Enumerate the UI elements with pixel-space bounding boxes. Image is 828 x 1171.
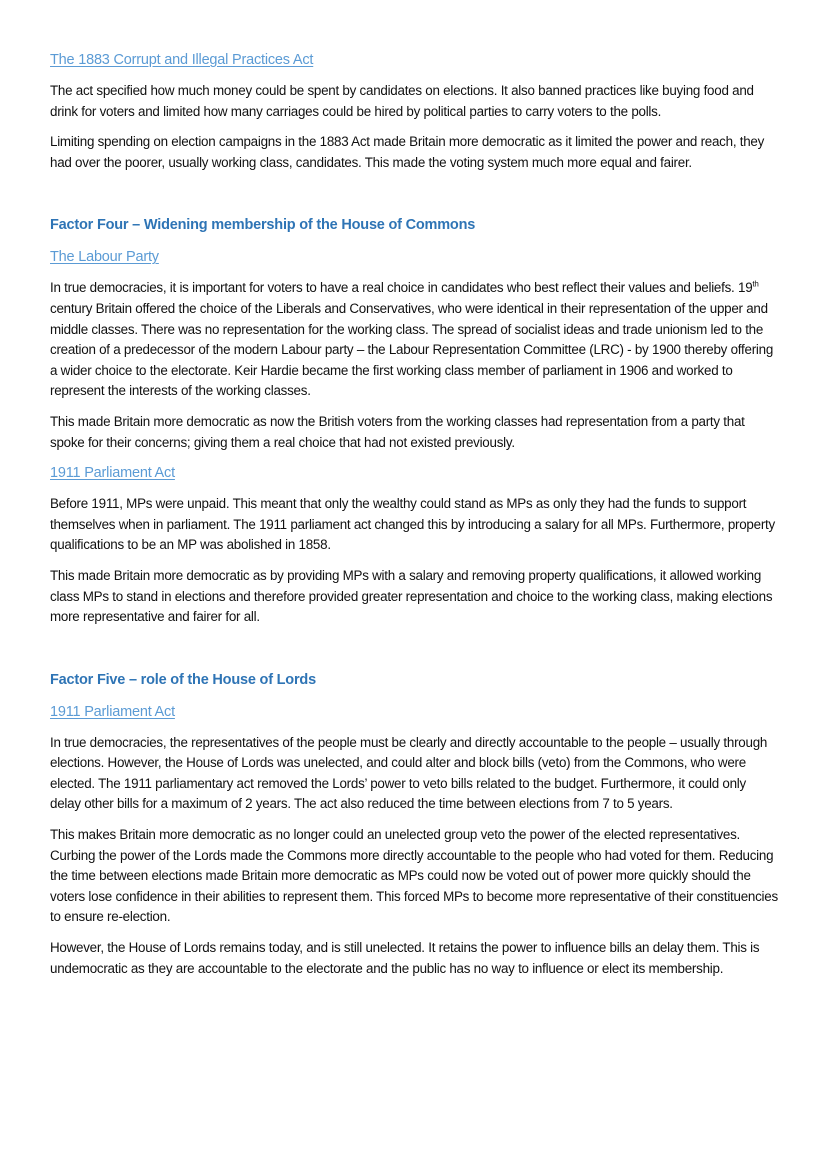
paragraph: This made Britain more democratic as by providing MPs with a salary and removing property qualifications, it allowed working class MPs to stand in elections and therefore provided greater representation and choice to the working class, making elections more representative and fairer for all. — [50, 567, 773, 625]
paragraph: The act specified how much money could be spent by candidates on elections. It also banned practices like buying food and drink for voters and limited how many carriages could be hired by political parties to carry voters to the polls. — [50, 83, 754, 119]
document-page — [50, 50, 780, 989]
paragraph: Limiting spending on election campaigns in the 1883 Act made Britain more democratic as it limited the power and reach, they had over the poorer, usually working class, candidates. This made the voting system much more equal and fairer. — [50, 134, 765, 170]
subheading-labour-party[interactable]: The Labour Party — [50, 249, 159, 266]
heading-factor-four: Factor Four – Widening membership of the House of Commons — [50, 217, 476, 234]
heading-factor-five: Factor Five – role of the House of Lords — [50, 671, 316, 688]
paragraph — [50, 278, 780, 402]
subheading-1911-parliament-act-lords[interactable]: 1911 Parliament Act — [50, 703, 175, 720]
paragraph: In true democracies, the representatives of the people must be clearly and directly accountable to the people – usually through elections. However, the House of Lords was unelected, and could alter and block bills (veto) from the Commons, who were elected. The 1911 parliamentary act removed the Lords’ power to veto bills related to the budget. Furthermore, it could only delay other bills for a maximum of 2 years. The act also reduced the time between elections from 7 to 5 years. — [50, 734, 768, 812]
text: century Britain offered the choice of the Liberals and Conservatives, who were identical in their representation of the upper and middle classes. There was no representation for the working class. The spread of socialist ideas and trade unionism led to the creation of a predecessor of the modern Labour party – the Labour Representation Committee (LRC) - by 1900 thereby offering a wider choice to the electorate. Keir Hardie became the first working class member of parliament in 1906 and worked to represent the interests of the working classes. — [50, 300, 774, 399]
subheading-1883-act[interactable]: The 1883 Corrupt and Illegal Practices Act — [50, 52, 314, 68]
paragraph: This made Britain more democratic as now the British voters from the working classes had representation from a party that spoke for their concerns; giving them a real choice that had not existed previously. — [50, 413, 745, 450]
superscript: th — [752, 279, 759, 289]
text: In true democracies, it is important for voters to have a real choice in candidates who best reflect their values and beliefs. 19 — [50, 280, 753, 296]
paragraph: However, the House of Lords remains today, and is still unelected. It retains the power to influence bills an delay them. This is undemocratic as they are accountable to the electorate and the public has no way to influence or elect its membership. — [50, 940, 760, 976]
paragraph: Before 1911, MPs were unpaid. This meant that only the wealthy could stand as MPs as only they had the funds to support themselves when in parliament. The 1911 parliament act changed this by introducing a salary for all MPs. Furthermore, property qualifications to be an MP was abolished in 1858. — [50, 496, 775, 553]
paragraph: This makes Britain more democratic as no longer could an unelected group veto the power of the elected representatives. Curbing the power of the Lords made the Commons more directly accountable to the people who had voted for them. Reducing the time between elections made Britain more democratic as MPs could now be voted out of power more quickly should the voters lose confidence in their abilities to represent them. This forced MPs to become more representative of their constituencies to ensure re-election. — [50, 827, 778, 925]
subheading-1911-parliament-act[interactable]: 1911 Parliament Act — [50, 465, 175, 482]
